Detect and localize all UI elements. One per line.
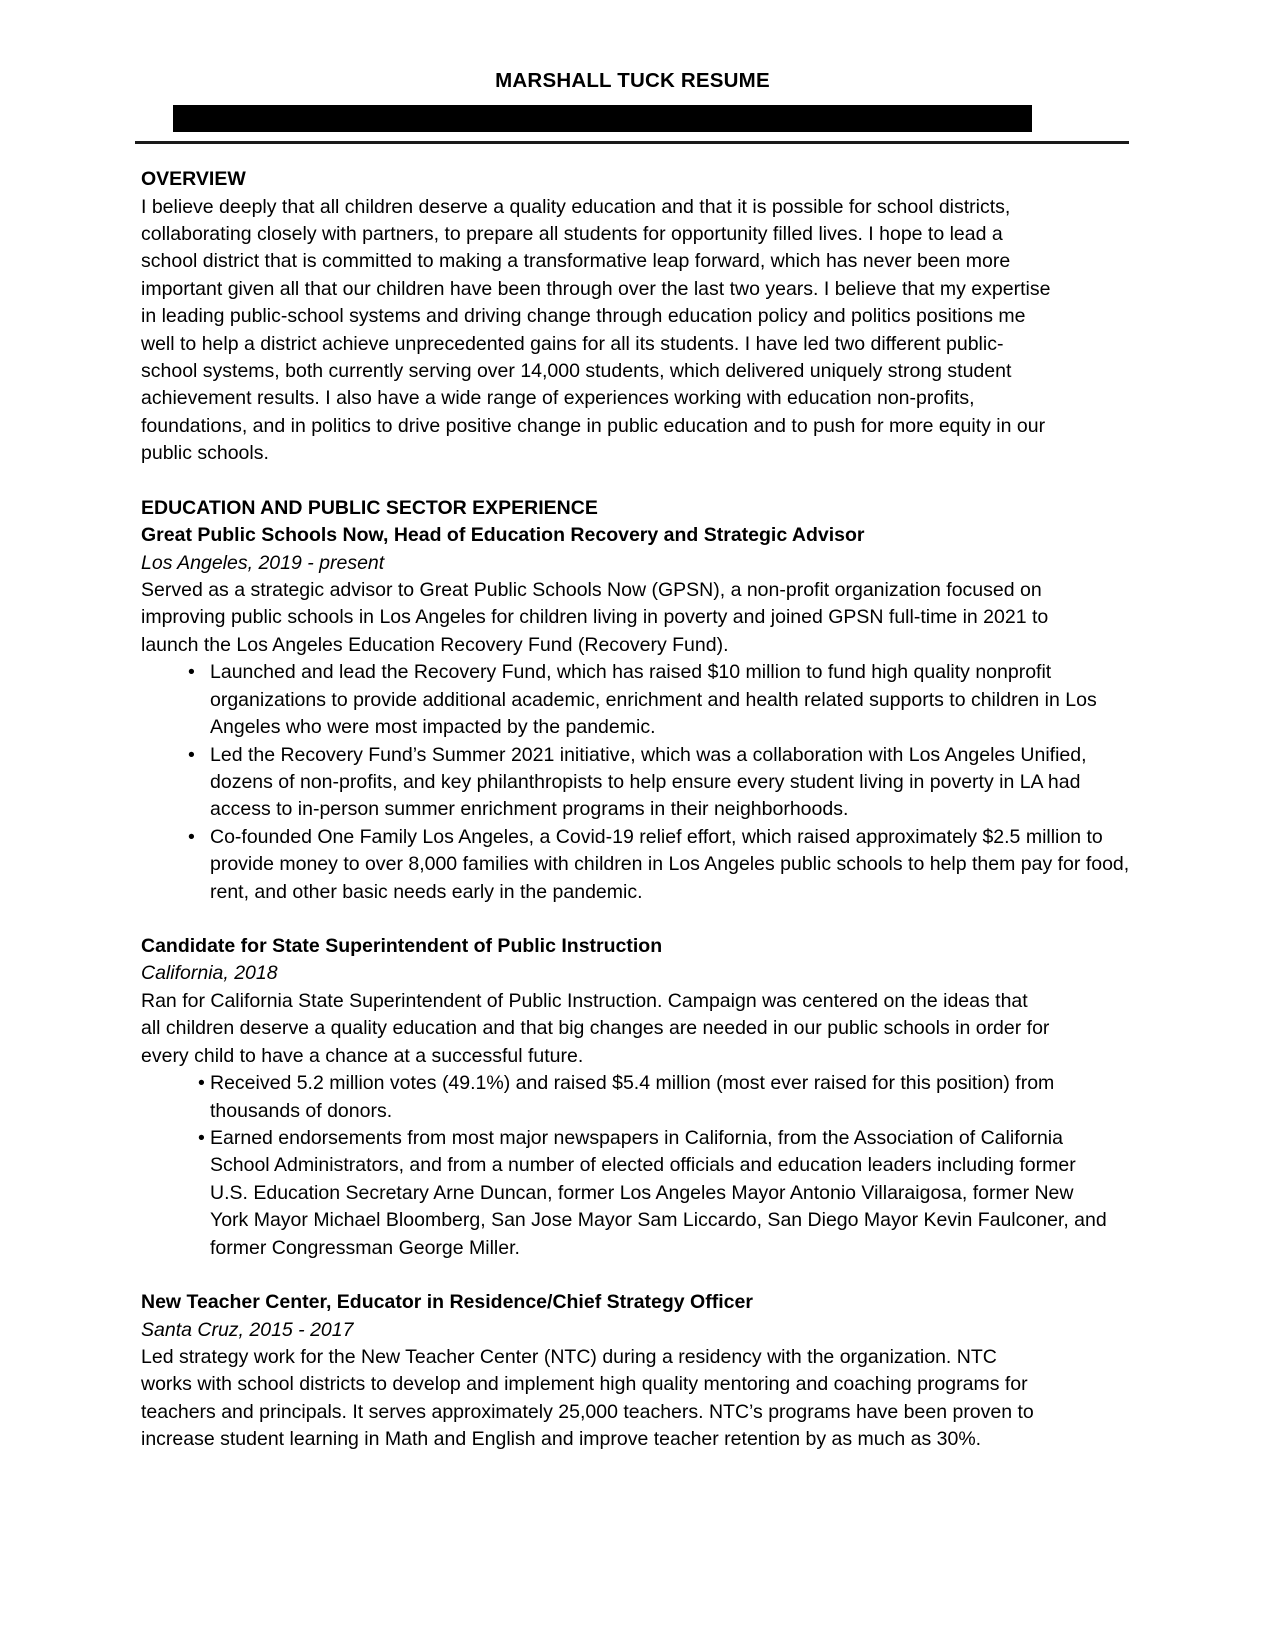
spacer bbox=[141, 1262, 1051, 1289]
list-item bbox=[141, 659, 1132, 741]
redaction-bar bbox=[173, 105, 1032, 132]
list-item bbox=[141, 1125, 1110, 1262]
experience-heading: EDUCATION AND PUBLIC SECTOR EXPERIENCE bbox=[141, 496, 598, 519]
job-summary: Served as a strategic advisor to Great Public Schools Now (GPSN), a non-profit organization focused on improving public schools in Los Angeles for children living in poverty and joined GPSN full-time in 2021 to launch the Los Angeles Education Recovery Fund (Recovery Fund). bbox=[141, 579, 1049, 656]
job-summary: Led strategy work for the New Teacher Center (NTC) during a residency with the organization. NTC works with school districts to develop and implement high quality mentoring and coaching programs for teachers and principals. It serves approximately 25,000 teachers. NTC’s programs have been proven to increase student learning in Math and English and improve teacher retention by as much as 30%. bbox=[141, 1346, 1034, 1451]
job-title: Candidate for State Superintendent of Public Instruction bbox=[141, 934, 663, 957]
document-body bbox=[141, 166, 1130, 1454]
bullet-icon: • bbox=[198, 1126, 205, 1149]
bullet-icon: • bbox=[188, 825, 195, 848]
header-divider bbox=[135, 141, 1129, 144]
overview-paragraph: I believe deeply that all children deserve a quality education and that it is possible for school districts, collaborating closely with partners, to prepare all students for opportunity filled lives. I hope to lead a school district that is committed to making a transformative leap forward, which has never been more important given all that our children have been through over the last two years. I believe that my expertise in leading public-school systems and driving change through education policy and politics positions me well to help a district achieve unprecedented gains for all its students. I have led two different public-school systems, both currently serving over 14,000 students, which delivered uniquely strong student achievement results. I also have a wide range of experiences working with education non-profits, foundations, and in politics to drive positive change in public education and to push for more equity in our public schools. bbox=[141, 195, 1051, 465]
job-title: New Teacher Center, Educator in Residence/Chief Strategy Officer bbox=[141, 1291, 753, 1313]
job-bullet-list bbox=[141, 1070, 1107, 1262]
list-item-text: Received 5.2 million votes (49.1%) and raised $5.4 million (most ever raised for this position) from thousands of donors. bbox=[210, 1072, 1055, 1122]
list-item bbox=[141, 824, 1132, 906]
bullet-icon: • bbox=[188, 661, 195, 684]
list-item-text: Led the Recovery Fund’s Summer 2021 initiative, which was a collaboration with Los Angeles Unified, dozens of non-profits, and key philanthropists to help ensure every student living in poverty in LA had access to in-person summer enrichment programs in their neighborhoods. bbox=[210, 743, 1087, 821]
job-location-dates: Santa Cruz, 2015 - 2017 bbox=[141, 1318, 354, 1341]
job-location-dates: Los Angeles, 2019 - present bbox=[141, 551, 385, 574]
job-title: Great Public Schools Now, Head of Education Recovery and Strategic Advisor bbox=[141, 524, 865, 547]
experience-entry bbox=[141, 933, 1107, 1262]
list-item-text: Co-founded One Family Los Angeles, a Covid-19 relief effort, which raised approximately $2.5 million to provide money to over 8,000 families with children in Los Angeles public schools to help them pay for food, rent, and other basic needs early in the pandemic. bbox=[210, 825, 1130, 903]
list-item bbox=[141, 742, 1132, 824]
list-item-text: Launched and lead the Recovery Fund, which has raised $10 million to fund high quality nonprofit organizations to provide additional academic, enrichment and health related supports to children in Los Angeles who were most impacted by the pandemic. bbox=[210, 661, 1097, 739]
page-title: MARSHALL TUCK RESUME bbox=[495, 69, 770, 92]
experience-entry bbox=[141, 1289, 1051, 1454]
spacer bbox=[141, 906, 1051, 933]
section-overview bbox=[141, 166, 1051, 468]
experience-entry bbox=[141, 522, 1130, 906]
spacer bbox=[141, 468, 1051, 495]
list-item bbox=[141, 1070, 1110, 1125]
bullet-icon: • bbox=[188, 743, 195, 766]
overview-heading: OVERVIEW bbox=[141, 168, 246, 190]
job-summary: Ran for California State Superintendent of Public Instruction. Campaign was centered on the ideas that all children deserve a quality education and that big changes are needed in our public schools in order for every child to have a chance at a successful future. bbox=[141, 989, 1050, 1067]
bullet-icon: • bbox=[198, 1072, 205, 1095]
section-experience bbox=[141, 495, 1130, 1454]
job-bullet-list bbox=[141, 659, 1130, 906]
job-location-dates: California, 2018 bbox=[141, 962, 278, 985]
document-header bbox=[0, 0, 1265, 93]
list-item-text: Earned endorsements from most major newspapers in California, from the Association of California School Administrators, and from a number of elected officials and education leaders including former U.S. Education Secretary Arne Duncan, former Los Angeles Mayor Antonio Villaraigosa, former New York Mayor Michael Bloomberg, San Jose Mayor Sam Liccardo, San Diego Mayor Kevin Faulconer, and former Congressman George Miller. bbox=[210, 1126, 1107, 1259]
